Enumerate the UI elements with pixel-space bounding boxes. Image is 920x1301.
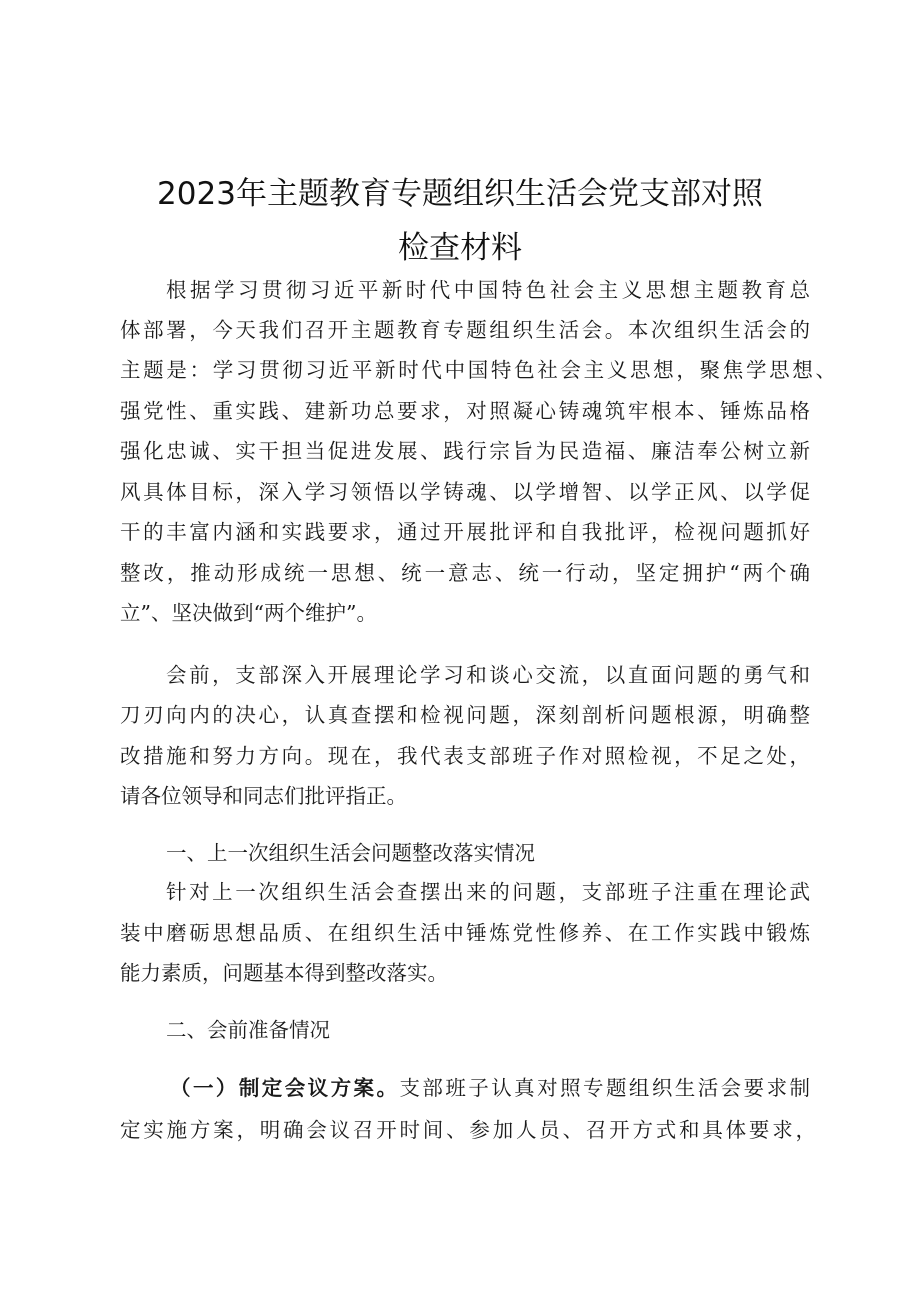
section-heading-2: 二、会前准备情况 [166, 1018, 330, 1042]
paragraph-line: 装中磨砺思想品质、在组织生活中锤炼党性修养、在工作实践中锻炼 [120, 921, 810, 945]
paragraph-line: 体部署，今天我们召开主题教育专题组织生活会。本次组织生活会的 [120, 318, 810, 342]
paragraph-text: 支部班子认真对照专题组织生活会要求制 [399, 1076, 811, 1100]
paragraph-line: 定实施方案，明确会议召开时间、参加人员、召开方式和具体要求， [120, 1118, 816, 1142]
doc-title-line2: 检查材料 [398, 230, 522, 266]
paragraph-line: 会前，支部深入开展理论学习和谈心交流，以直面问题的勇气和 [166, 663, 810, 687]
paragraph-line: 整改，推动形成统一思想、统一意志、统一行动，坚定拥护“两个确 [120, 561, 810, 585]
section-heading-1: 一、上一次组织生活会问题整改落实情况 [166, 841, 535, 865]
paragraph-line: 强化忠诚、实干担当促进发展、践行宗旨为民造福、廉洁奉公树立新 [120, 439, 810, 463]
paragraph-line: 主题是：学习贯彻习近平新时代中国特色社会主义思想，聚焦学思想、 [120, 358, 836, 382]
paragraph-line: 干的丰富内涵和实践要求，通过开展批评和自我批评，检视问题抓好 [120, 520, 810, 544]
paragraph-line [120, 1073, 810, 1103]
paragraph-line: 改措施和努力方向。现在，我代表支部班子作对照检视，不足之处， [120, 744, 810, 768]
paragraph-line: 根据学习贯彻习近平新时代中国特色社会主义思想主题教育总 [166, 278, 810, 302]
paragraph-line: 立”、坚决做到“两个维护”。 [120, 601, 377, 625]
paragraph-line: 强党性、重实践、建新功总要求，对照凝心铸魂筑牢根本、锤炼品格 [120, 399, 810, 423]
paragraph-line: 能力素质，问题基本得到整改落实。 [120, 961, 448, 985]
paragraph-line: 请各位领导和同志们批评指正。 [120, 784, 407, 808]
paragraph-line: 刀刃向内的决心，认真查摆和检视问题，深刻剖析问题根源，明确整 [120, 703, 810, 727]
subsection-label: （一）制定会议方案。 [170, 1076, 400, 1100]
doc-title-line1: 2023年主题教育专题组织生活会党支部对照 [157, 176, 763, 212]
paragraph-line: 针对上一次组织生活会查摆出来的问题，支部班子注重在理论武 [166, 880, 810, 904]
paragraph-line: 风具体目标，深入学习领悟以学铸魂、以学增智、以学正风、以学促 [120, 480, 810, 504]
